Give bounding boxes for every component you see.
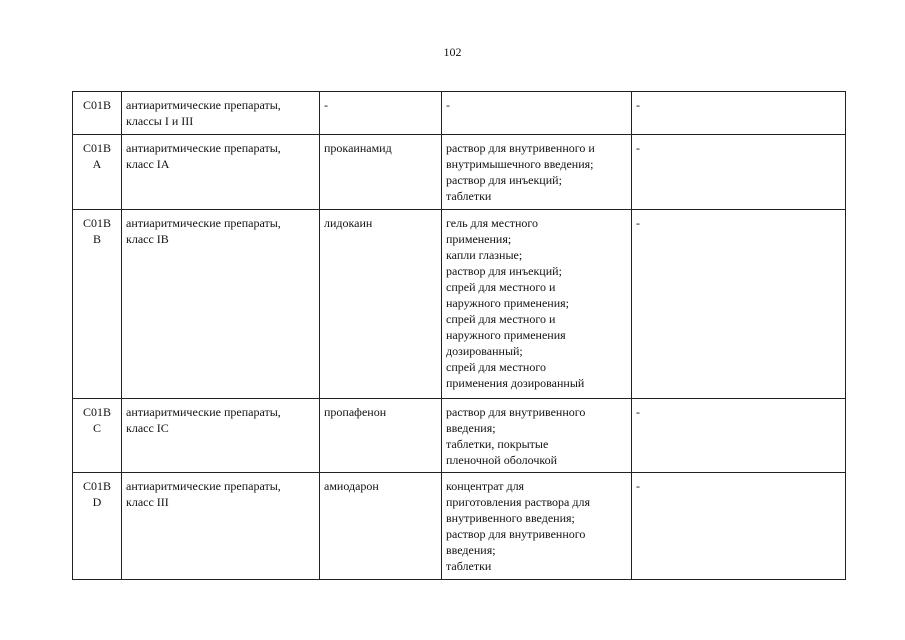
dosage-form-cell: раствор для внутривенного и внутримышечного введения; раствор для инъекций; таблетки (442, 135, 632, 210)
dosage-form-cell: гель для местного применения; капли глазные; раствор для инъекций; спрей для местного и наружного применения; спрей для местного и наружного применения дозированный; спрей для местного применения дозированный (442, 210, 632, 399)
atc-code-cell: C01B (73, 92, 122, 135)
dosage-form-cell: раствор для внутривенного введения; таблетки, покрытые пленочной оболочкой (442, 399, 632, 473)
drug-name-cell: лидокаин (320, 210, 442, 399)
pharmacological-group-cell: антиаритмические препараты, класс IC (122, 399, 320, 473)
atc-code-cell: C01B C (73, 399, 122, 473)
table-row (73, 92, 846, 135)
table-row (73, 135, 846, 210)
drug-classification-table (72, 91, 846, 580)
dosage-form-cell: концентрат для приготовления раствора для внутривенного введения; раствор для внутривенного введения; таблетки (442, 473, 632, 580)
extra-cell: - (632, 135, 846, 210)
dosage-form-cell: - (442, 92, 632, 135)
extra-cell: - (632, 92, 846, 135)
table-row (73, 399, 846, 473)
table-row (73, 473, 846, 580)
pharmacological-group-cell: антиаритмические препараты, класс IA (122, 135, 320, 210)
pharmacological-group-cell: антиаритмические препараты, классы I и III (122, 92, 320, 135)
extra-cell: - (632, 210, 846, 399)
drug-name-cell: пропафенон (320, 399, 442, 473)
table-row (73, 210, 846, 399)
drug-name-cell: - (320, 92, 442, 135)
atc-code-cell: C01B D (73, 473, 122, 580)
extra-cell: - (632, 399, 846, 473)
drug-name-cell: прокаинамид (320, 135, 442, 210)
pharmacological-group-cell: антиаритмические препараты, класс III (122, 473, 320, 580)
atc-code-cell: C01B B (73, 210, 122, 399)
pharmacological-group-cell: антиаритмические препараты, класс IB (122, 210, 320, 399)
extra-cell: - (632, 473, 846, 580)
drug-name-cell: амиодарон (320, 473, 442, 580)
page-number: 102 (443, 45, 462, 59)
atc-code-cell: C01B A (73, 135, 122, 210)
